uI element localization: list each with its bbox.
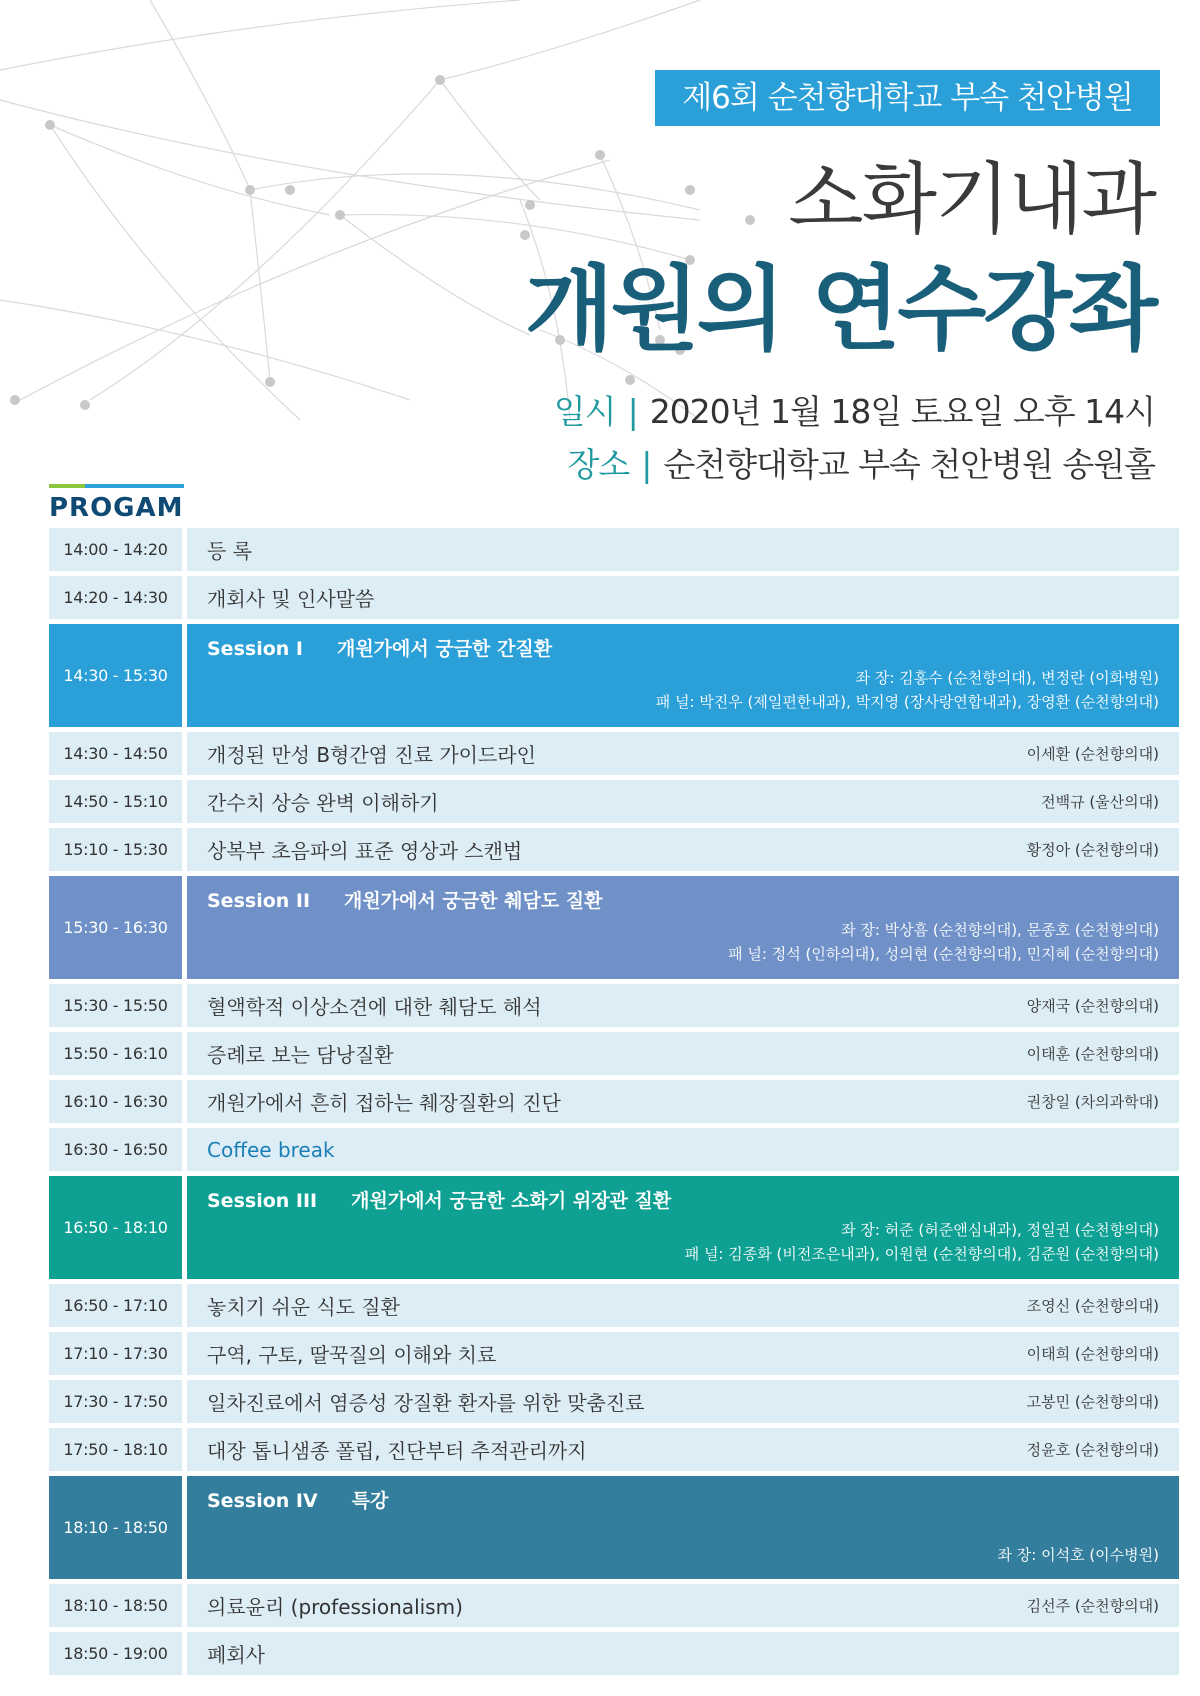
table-row xyxy=(49,576,1179,619)
session-heading xyxy=(207,886,1159,913)
item-title: 의료윤리 (professionalism) xyxy=(207,1595,463,1619)
content-cell xyxy=(187,1584,1179,1627)
table-row xyxy=(49,1032,1179,1075)
place-label: 장소 xyxy=(567,445,630,484)
content-cell xyxy=(187,828,1179,871)
time-cell: 17:50 - 18:10 xyxy=(49,1428,182,1471)
table-row xyxy=(49,1128,1179,1171)
session-title: 개원가에서 궁금한 소화기 위장관 질환 xyxy=(351,1190,672,1212)
session-panel: 패 널: 정석 (인하의대), 성의현 (순천향의대), 민지혜 (순천향의대) xyxy=(728,945,1159,963)
speaker: 고봉민 (순천향의대) xyxy=(1026,1393,1159,1411)
table-row xyxy=(49,732,1179,775)
item-title: 개원가에서 흔히 접하는 췌장질환의 진단 xyxy=(207,1091,561,1115)
content-cell xyxy=(187,1284,1179,1327)
place-value: 순천향대학교 부속 천안병원 송원홀 xyxy=(663,445,1155,484)
session-number: Session II xyxy=(207,890,311,912)
speaker: 이세환 (순천향의대) xyxy=(1026,745,1159,763)
session-cell xyxy=(187,624,1179,727)
speaker: 권창일 (차의과학대) xyxy=(1026,1093,1159,1111)
content-cell xyxy=(187,528,1179,571)
schedule-table xyxy=(49,528,1179,1680)
time-cell: 17:10 - 17:30 xyxy=(49,1332,182,1375)
session-number: Session I xyxy=(207,638,303,660)
session-chairs: 좌 장: 이석호 (이수병원) xyxy=(997,1546,1159,1564)
session-chairs: 좌 장: 김홍수 (순천향의대), 변정란 (이화병원) xyxy=(855,669,1159,687)
item-title: 대장 톱니샘종 폴립, 진단부터 추적관리까지 xyxy=(207,1439,587,1463)
table-row xyxy=(49,1632,1179,1675)
content-cell xyxy=(187,1632,1179,1675)
speaker: 이태희 (순천향의대) xyxy=(1026,1345,1159,1363)
content-cell xyxy=(187,1428,1179,1471)
speaker: 전백규 (울산의대) xyxy=(1041,793,1159,811)
date-label: 일시 xyxy=(553,392,616,431)
table-row xyxy=(49,780,1179,823)
table-row xyxy=(49,1284,1179,1327)
place-info xyxy=(567,443,1155,487)
time-cell: 14:00 - 14:20 xyxy=(49,528,182,571)
coffee-break-label: Coffee break xyxy=(207,1137,335,1162)
session-cell xyxy=(187,1476,1179,1579)
time-cell: 15:30 - 16:30 xyxy=(49,876,182,979)
time-cell: 16:10 - 16:30 xyxy=(49,1080,182,1123)
item-title: 등 록 xyxy=(207,539,252,563)
item-title: 일차진료에서 염증성 장질환 환자를 위한 맞춤진료 xyxy=(207,1391,645,1415)
title-course: 개원의 연수강좌 xyxy=(524,256,1155,363)
session-panel: 패 널: 박진우 (제일편한내과), 박지영 (장사랑연합내과), 장영환 (순천향의대) xyxy=(655,693,1159,711)
session-number: Session III xyxy=(207,1190,318,1212)
session-row xyxy=(49,1476,1179,1579)
content-cell xyxy=(187,1128,1179,1171)
time-cell: 16:50 - 18:10 xyxy=(49,1176,182,1279)
session-heading xyxy=(207,1186,1159,1213)
program-heading: PROGAM xyxy=(49,484,184,523)
item-title: 놓치기 쉬운 식도 질환 xyxy=(207,1295,400,1319)
time-cell: 14:50 - 15:10 xyxy=(49,780,182,823)
table-row xyxy=(49,1080,1179,1123)
session-heading xyxy=(207,634,1159,661)
table-row xyxy=(49,528,1179,571)
time-cell: 15:10 - 15:30 xyxy=(49,828,182,871)
speaker: 조영신 (순천향의대) xyxy=(1026,1297,1159,1315)
session-cell xyxy=(187,1176,1179,1279)
item-title: 개정된 만성 B형간염 진료 가이드라인 xyxy=(207,743,536,767)
content-cell xyxy=(187,1032,1179,1075)
speaker: 이태훈 (순천향의대) xyxy=(1026,1045,1159,1063)
session-chairs: 좌 장: 박상흠 (순천향의대), 문종호 (순천향의대) xyxy=(841,921,1159,939)
table-row xyxy=(49,984,1179,1027)
session-title: 개원가에서 궁금한 간질환 xyxy=(336,638,553,660)
time-cell: 15:50 - 16:10 xyxy=(49,1032,182,1075)
table-row xyxy=(49,1380,1179,1423)
time-cell: 18:50 - 19:00 xyxy=(49,1632,182,1675)
item-title: 증례로 보는 담낭질환 xyxy=(207,1043,394,1067)
table-row xyxy=(49,828,1179,871)
speaker: 김선주 (순천향의대) xyxy=(1026,1597,1159,1615)
time-cell: 14:30 - 15:30 xyxy=(49,624,182,727)
session-row xyxy=(49,624,1179,727)
session-chairs: 좌 장: 허준 (허준앤심내과), 정일권 (순천향의대) xyxy=(841,1221,1159,1239)
session-title: 개원가에서 궁금한 췌담도 질환 xyxy=(344,890,603,912)
date-info xyxy=(554,390,1155,434)
item-title: 폐회사 xyxy=(207,1643,265,1667)
table-row xyxy=(49,1428,1179,1471)
item-title: 간수치 상승 완벽 이해하기 xyxy=(207,791,439,815)
content-cell xyxy=(187,1380,1179,1423)
session-cell xyxy=(187,876,1179,979)
speaker: 양재국 (순천향의대) xyxy=(1026,997,1159,1015)
item-title: 상복부 초음파의 표준 영상과 스캔법 xyxy=(207,839,523,863)
time-cell: 17:30 - 17:50 xyxy=(49,1380,182,1423)
session-title: 특강 xyxy=(351,1490,389,1512)
item-title: 개회사 및 인사말씀 xyxy=(207,587,375,611)
item-title: 혈액학적 이상소견에 대한 췌담도 해석 xyxy=(207,995,542,1019)
content-cell xyxy=(187,1080,1179,1123)
title-department: 소화기내과 xyxy=(788,155,1155,245)
session-row xyxy=(49,876,1179,979)
time-cell: 16:30 - 16:50 xyxy=(49,1128,182,1171)
item-title: 구역, 구토, 딸꾹질의 이해와 치료 xyxy=(207,1343,497,1367)
content-cell xyxy=(187,732,1179,775)
event-badge: 제6회 순천향대학교 부속 천안병원 xyxy=(655,70,1160,126)
time-cell: 14:20 - 14:30 xyxy=(49,576,182,619)
session-number: Session IV xyxy=(207,1490,318,1512)
time-cell: 16:50 - 17:10 xyxy=(49,1284,182,1327)
content-cell xyxy=(187,780,1179,823)
date-separator: | xyxy=(627,392,638,431)
date-value: 2020년 1월 18일 토요일 오후 14시 xyxy=(649,392,1155,431)
time-cell: 18:10 - 18:50 xyxy=(49,1476,182,1579)
content-cell xyxy=(187,1332,1179,1375)
table-row xyxy=(49,1332,1179,1375)
place-separator: | xyxy=(641,445,652,484)
table-row xyxy=(49,1584,1179,1627)
time-cell: 14:30 - 14:50 xyxy=(49,732,182,775)
session-row xyxy=(49,1176,1179,1279)
content-cell xyxy=(187,576,1179,619)
session-heading xyxy=(207,1486,1159,1513)
time-cell: 18:10 - 18:50 xyxy=(49,1584,182,1627)
time-cell: 15:30 - 15:50 xyxy=(49,984,182,1027)
session-panel: 패 널: 김종화 (비전조은내과), 이원현 (순천향의대), 김준원 (순천향의대) xyxy=(684,1245,1159,1263)
speaker: 황정아 (순천향의대) xyxy=(1026,841,1159,859)
speaker: 정윤호 (순천향의대) xyxy=(1026,1441,1159,1459)
content-cell xyxy=(187,984,1179,1027)
